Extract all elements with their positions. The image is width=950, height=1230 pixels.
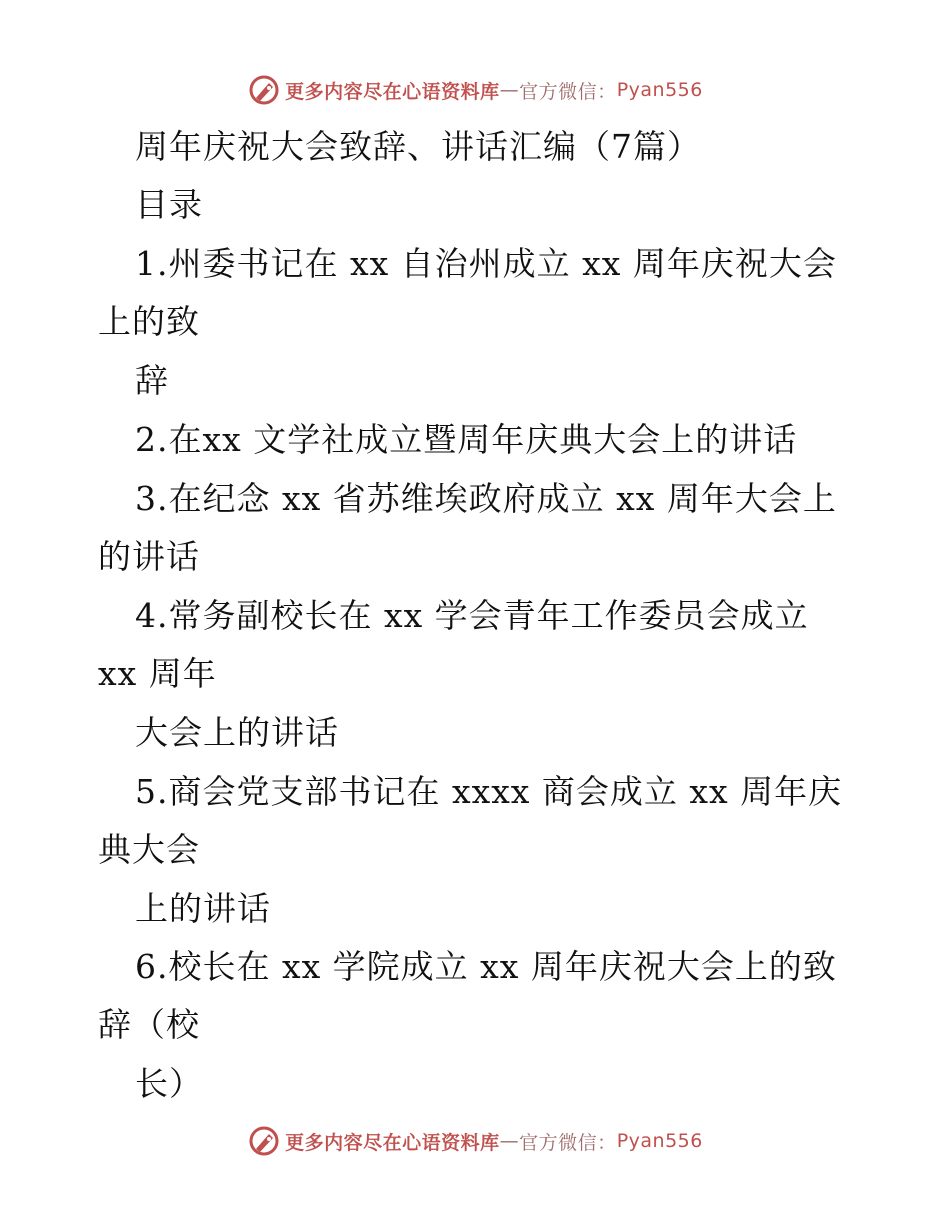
toc-item-1-line-1: 1.州委书记在 xx 自治州成立 xx 周年庆祝大会 <box>135 244 837 283</box>
top-watermark-banner <box>0 70 950 110</box>
watermark-dash: — <box>499 79 520 101</box>
toc-item-5-line-1: 5.商会党支部书记在 xxxx 商会成立 xx 周年庆 <box>135 772 843 811</box>
pen-nib-logo-icon <box>247 73 281 107</box>
toc-item-4-line-1: 4.常务副校长在 xx 学会青年工作委员会成立 <box>135 596 809 635</box>
toc-item-6-line-1: 6.校长在 xx 学院成立 xx 周年庆祝大会上的致 <box>135 947 837 986</box>
toc-item-6-line-2: 辞（校 <box>98 1005 200 1044</box>
watermark-official-text: 官方微信： <box>519 80 617 103</box>
document-title: 周年庆祝大会致辞、讲话汇编（7篇） <box>135 127 701 166</box>
toc-item-4-line-3: 大会上的讲话 <box>135 713 339 752</box>
pen-nib-logo-icon <box>247 1124 281 1158</box>
toc-item-5-line-3: 上的讲话 <box>135 889 271 928</box>
toc-item-4-line-2: xx 周年 <box>98 654 217 693</box>
watermark-brand-text: 更多内容尽在心语资料库 <box>285 80 500 103</box>
toc-heading: 目录 <box>135 185 203 224</box>
watermark-official-text: 官方微信： <box>519 1131 617 1154</box>
toc-item-1-line-2: 上的致 <box>98 302 200 341</box>
watermark-wechat-id: Pyan556 <box>616 1130 703 1152</box>
bottom-watermark-banner <box>0 1121 950 1161</box>
watermark-dash: — <box>499 1130 520 1152</box>
toc-item-2-line-1: 2.在xx 文学社成立暨周年庆典大会上的讲话 <box>135 420 798 459</box>
toc-item-6-line-3: 长） <box>135 1064 203 1103</box>
toc-item-3-line-2: 的讲话 <box>98 537 200 576</box>
toc-item-5-line-2: 典大会 <box>98 830 200 869</box>
toc-item-3-line-1: 3.在纪念 xx 省苏维埃政府成立 xx 周年大会上 <box>135 479 837 518</box>
toc-item-1-line-3: 辞 <box>135 361 169 400</box>
watermark-wechat-id: Pyan556 <box>616 79 703 101</box>
watermark-brand-text: 更多内容尽在心语资料库 <box>285 1131 500 1154</box>
